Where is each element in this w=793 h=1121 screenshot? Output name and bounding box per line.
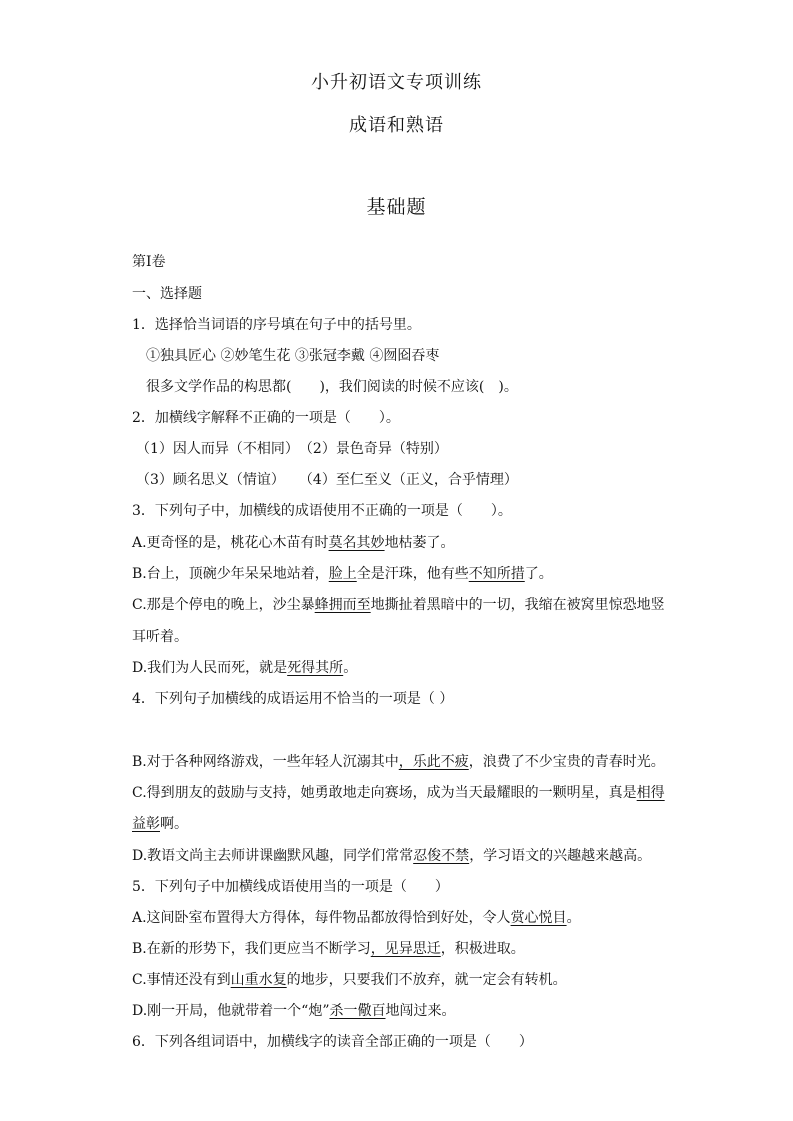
part-heading: 一、选择题 [132, 286, 202, 302]
option-text: C.那是个停电的晚上，沙尘暴 [132, 597, 315, 613]
question-5-option-c [132, 970, 672, 990]
option-text: 了。 [524, 566, 553, 582]
option-text: D.教语文尚主去师讲课幽默风趣，同学们常常 [132, 848, 414, 864]
underlined-idiom: 杀一儆百 [329, 1003, 386, 1019]
underlined-idiom: ，见异思迁 [370, 941, 441, 957]
question-4-stem: 4．下列句子加横线的成语运用不恰当的一项是（ ） [132, 691, 454, 707]
question-4-option-d [132, 846, 672, 866]
option-text: 的地步，只要我们不放弃，就一定会有转机。 [286, 972, 567, 988]
underlined-idiom: 赏心悦目 [510, 910, 567, 926]
question-6-stem: 6．下列各组词语中，加横线字的读音全部正确的一项是（ ） [132, 1034, 533, 1050]
option-text: A.更奇怪的是，桃花心木苗有时 [132, 535, 329, 551]
underlined-idiom: 益彰 [132, 816, 160, 832]
question-4-option-c [132, 783, 672, 803]
question-3-option-c [132, 595, 672, 615]
question-5-option-b [132, 939, 672, 959]
underlined-idiom: 相得 [636, 785, 665, 801]
option-text: C.得到朋友的鼓励与支持，她勇敢地走向赛场，成为当天最耀眼的一颗明星，真是 [132, 785, 637, 801]
option-text: B.在新的形势下，我们更应当不断学习 [132, 941, 371, 957]
underlined-idiom: 蜂拥而至 [314, 597, 371, 613]
option-text: 地撕扯着黑暗中的一切，我缩在被窝里惊恐地竖 [370, 597, 665, 613]
underlined-idiom: 死得其所 [287, 660, 344, 676]
question-3-stem: 3．下列句子中，加横线的成语使用不正确的一项是（ ）。 [132, 503, 512, 519]
question-1-stem: 1．选择恰当词语的序号填在句子中的括号里。 [132, 317, 421, 333]
question-2-row-1: （1）因人而异（不相同） （2）景色奇异（特别） [136, 441, 448, 457]
option-text: 。 [566, 910, 581, 926]
option-text: 全是汗珠，他有些 [356, 566, 469, 582]
underlined-idiom: 莫名其妙 [328, 535, 385, 551]
volume-label: 第Ⅰ卷 [132, 254, 166, 270]
question-3-option-c-continued: 耳听着。 [132, 629, 188, 645]
option-text: B.对于各种网络游戏，一些年轻人沉溺其中 [132, 754, 399, 770]
question-5-option-d [132, 1001, 672, 1021]
document-subtitle: 成语和熟语 [349, 115, 444, 136]
underlined-idiom: 忍俊不禁 [413, 848, 470, 864]
underlined-idiom: ，乐此不疲 [398, 754, 469, 770]
question-5-stem: 5．下列句子中加横线成语使用当的一项是（ ） [132, 879, 449, 895]
underlined-idiom: 山重水复 [230, 972, 287, 988]
option-text: A.这间卧室布置得大方得体，每件物品都放得恰到好处，令人 [132, 910, 511, 926]
question-1-options: ①独具匠心 ②妙笔生花 ③张冠李戴 ④囫囵吞枣 [146, 348, 440, 364]
option-text: B.台上，顶碗少年呆呆地站着， [132, 566, 329, 582]
question-3-option-a [132, 533, 672, 553]
option-text: D.刚一开局，他就带着一个“炮” [132, 1003, 330, 1019]
option-text: 啊。 [160, 816, 188, 832]
question-3-option-d [132, 658, 672, 678]
question-1-sentence: 很多文学作品的构思都( )，我们阅读的时候不应该( )。 [146, 379, 518, 395]
question-2-stem: 2．加横线字解释不正确的一项是（ ）。 [132, 410, 400, 426]
option-text: C.事情还没有到 [132, 972, 231, 988]
question-5-option-a [132, 908, 672, 928]
option-text: ，浪费了不少宝贵的青春时光。 [468, 754, 665, 770]
document-title: 小升初语文专项训练 [311, 72, 482, 93]
option-text: 地闯过来。 [385, 1003, 456, 1019]
option-text: 。 [343, 660, 358, 676]
underlined-idiom: 不知所措 [468, 566, 525, 582]
underlined-idiom: 脸上 [328, 566, 357, 582]
question-3-option-b [132, 564, 672, 584]
option-text: 地枯萎了。 [384, 535, 455, 551]
option-text: ，积极进取。 [440, 941, 525, 957]
question-4-option-c-continued [132, 814, 672, 834]
question-4-option-b [132, 752, 672, 772]
question-2-row-2: （3）顾名思义（情谊） （4）至仁至义（正义，合乎情理） [136, 472, 518, 488]
section-heading: 基础题 [366, 196, 427, 218]
option-text: ，学习语文的兴趣越来越高。 [469, 848, 652, 864]
option-text: D.我们为人民而死，就是 [132, 660, 288, 676]
